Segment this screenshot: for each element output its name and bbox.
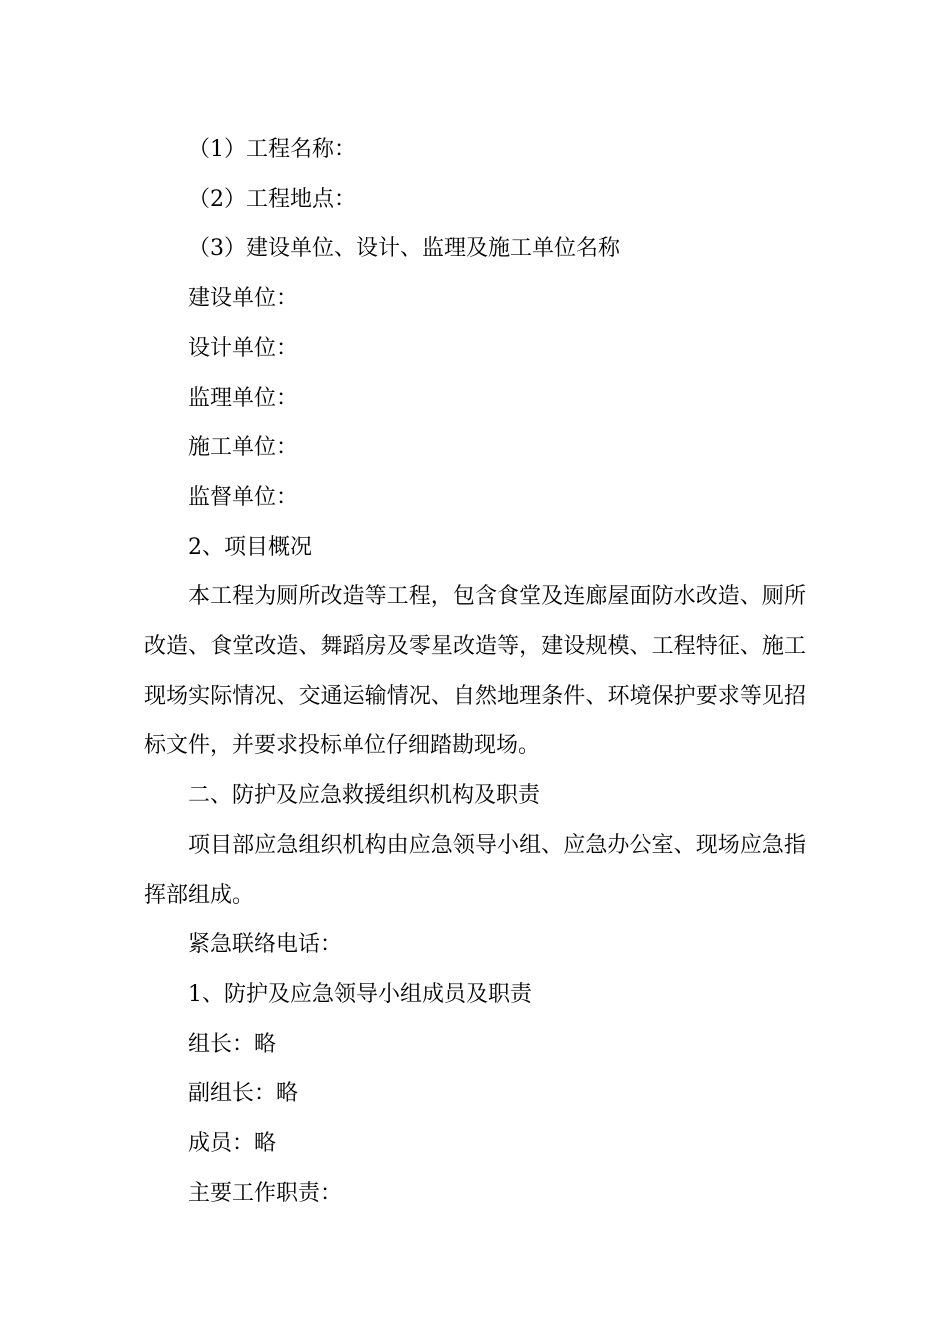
main-duties-line: 主要工作职责：	[188, 1180, 343, 1206]
units-heading-line: （3）建设单位、设计、监理及施工单位名称	[188, 236, 620, 262]
project-name-line: （1）工程名称：	[188, 137, 356, 162]
group-leader-line: 组长：略	[188, 1031, 277, 1057]
contractor-unit-line: 施工单位：	[188, 435, 299, 461]
construction-unit-line: 建设单位：	[188, 286, 299, 312]
leadership-group-heading: 1、防护及应急领导小组成员及职责	[188, 981, 532, 1007]
members-line: 成员：略	[188, 1131, 277, 1157]
design-unit-line: 设计单位：	[188, 335, 299, 361]
project-overview-heading: 2、项目概况	[188, 534, 312, 560]
deputy-leader-line: 副组长：略	[188, 1081, 299, 1107]
oversight-unit-line: 监督单位：	[188, 484, 299, 510]
project-location-line: （2）工程地点：	[188, 186, 356, 212]
document-body	[144, 125, 806, 1218]
organization-paragraph: 项目部应急组织机构由应急领导小组、应急办公室、现场应急指挥部组成。	[144, 832, 806, 908]
project-overview-paragraph: 本工程为厕所改造等工程，包含食堂及连廊屋面防水改造、厕所改造、食堂改造、舞蹈房及零星改造等，建设规模、工程特征、施工现场实际情况、交通运输情况、自然地理条件、环境保护要求等见招标文件，并要求投标单位仔细踏勘现场。	[144, 584, 806, 759]
section-two-heading: 二、防护及应急救援组织机构及职责	[188, 783, 541, 809]
emergency-phone-line: 紧急联络电话：	[188, 932, 343, 958]
supervision-unit-line: 监理单位：	[188, 385, 299, 411]
